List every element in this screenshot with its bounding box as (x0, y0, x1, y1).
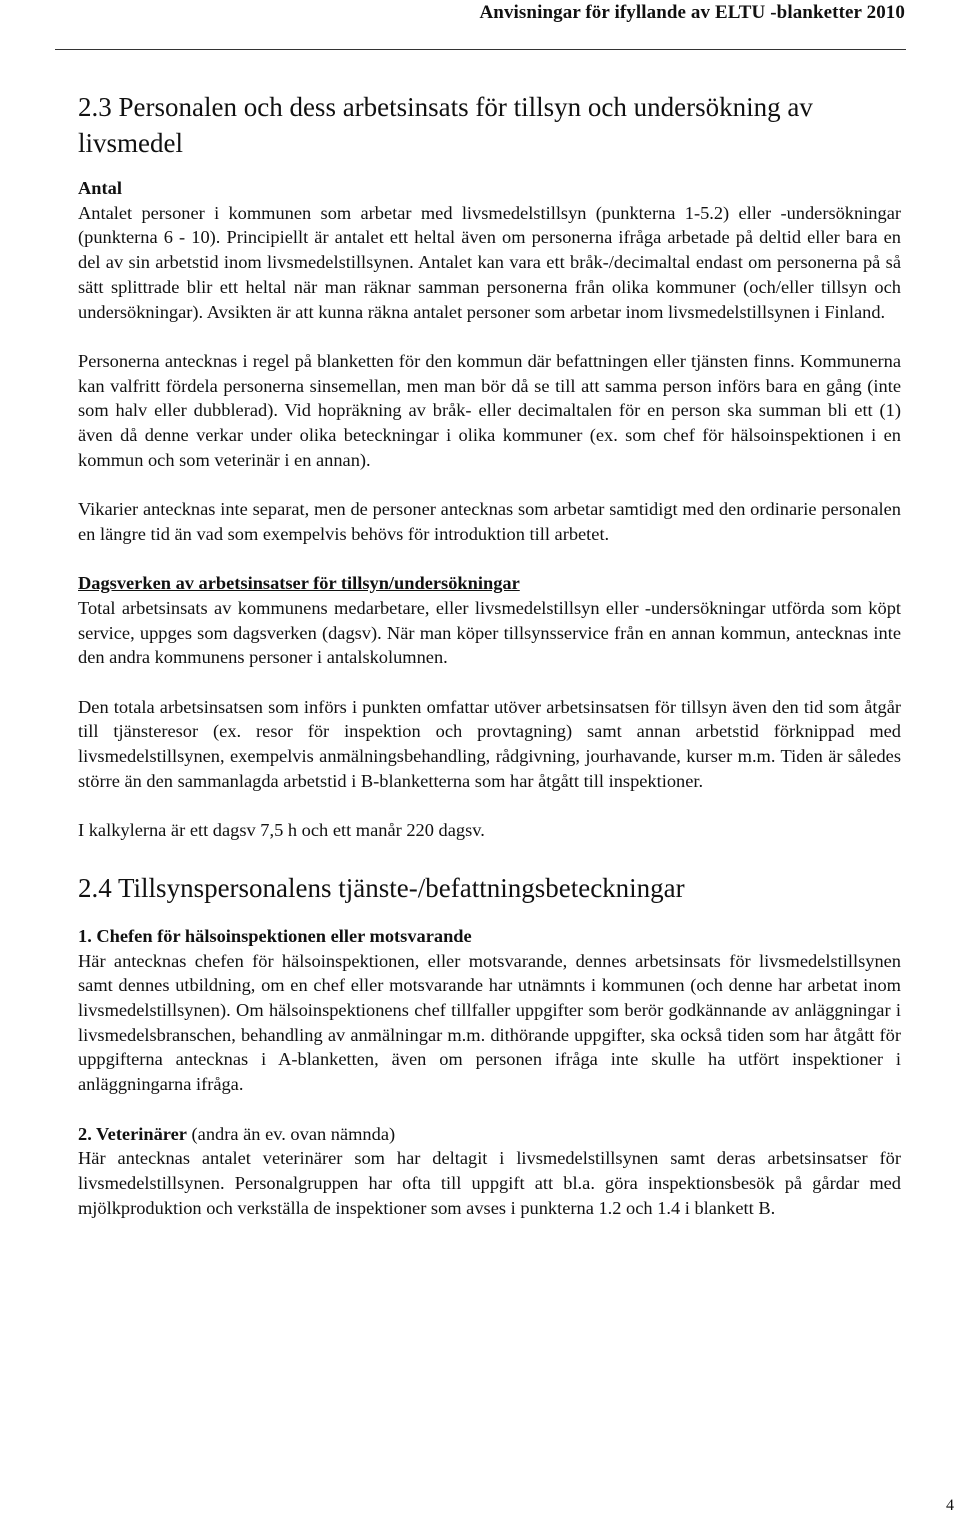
item-2-heading-line (78, 1122, 901, 1147)
antal-paragraph-1 (78, 176, 901, 324)
antal-label: Antal (78, 178, 122, 198)
antal-text-1: Antalet personer i kommunen som arbetar med livsmedelstillsyn (punkterna 1-5.2) eller -undersökningar (punkterna 6 - 10). Principiellt är antalet ett heltal även om personerna ifråga arbetade på deltid eller bara en del av sin arbetstid inom livsmedelstillsynen. Antalet kan vara ett bråk-/decimaltal endast om personerna på så sätt splittrade blir ett heltal när man räknar samman personerna från olika kommuner (och/eller tillsyn och undersökningar). Avsikten är att kunna räkna antalet personer som arbetar inom livsmedelstillsynen i Finland. (78, 202, 901, 322)
document-body (78, 89, 901, 1220)
item-2-qualifier: (andra än ev. ovan nämnda) (186, 1123, 396, 1144)
page-number: 4 (946, 1497, 954, 1514)
antal-paragraph-2: Personerna antecknas i regel på blanketten för den kommun där befattningen eller tjänsten finns. Kommunerna kan valfritt fördela personerna sinsemellan, men man bör då se till att samma person införs bara en gång (inte som halv eller dubblerad). Vid hopräkning av bråk- eller decimaltalen för en person ska summan bli ett (1) även då denne verkar under olika beteckningar i olika kommuner (ex. som chef för hälsoinspektionen i en kommun och som veterinär i en annan). (78, 350, 901, 470)
dagsverken-paragraph-3: I kalkylerna är ett dagsv 7,5 h och ett manår 220 dagsv. (78, 820, 485, 841)
item-2-text: Här antecknas antalet veterinärer som har deltagit i livsmedelstillsynen samt deras arbetsinsatser för livsmedelstillsynen. Personalgruppen har ofta till uppgift att bl.a. göra inspektionsbesök på gårdar med mjölkproduktion och verkställa de inspektioner som avses i punkterna 1.2 och 1.4 i blankett B. (78, 1148, 901, 1218)
antal-paragraph-3: Vikarier antecknas inte separat, men de personer antecknas som arbetar samtidigt med den ordinarie personalen en längre tid än vad som exempelvis behövs för introduktion till arbetet. (78, 499, 901, 544)
dagsverken-paragraph-1 (78, 571, 901, 670)
section-2-3-heading: 2.3 Personalen och dess arbetsinsats för tillsyn och undersökning av livsmedel (78, 92, 813, 158)
header-divider (55, 49, 906, 50)
dagsverken-text-1: Total arbetsinsats av kommunens medarbetare, eller livsmedelstillsyn eller -undersökningar utförda som köpt service, uppges som dagsverken (dagsv). När man köper tillsynsservice från en annan kommun, antecknas inte den andra kommunens personer i antalskolumnen. (78, 597, 901, 668)
section-2-4-heading: 2.4 Tillsynspersonalens tjänste-/befattningsbeteckningar (78, 872, 685, 903)
item-2-label: 2. Veterinärer (78, 1123, 187, 1144)
item-1-label: 1. Chefen för hälsoinspektionen eller motsvarande (78, 925, 472, 946)
running-header: Anvisningar för ifyllande av ELTU -blanketter 2010 (479, 2, 905, 23)
item-1-text: Här antecknas chefen för hälsoinspektionen, eller motsvarande, dennes arbetsinsats för livsmedelstillsynen samt dennes utbildning, om en chef eller motsvarande har utnämnts i kommunen (och denne har arbetat inom livsmedelstillsynen). Om hälsoinspektionens chef tillfaller uppgifter som berör godkännande av anläggningar i livsmedelsbranschen, behandling av anmälningar m.m. dithörande uppgifter, ska också tiden som har åtgått för uppgifterna antecknas i A-blanketten, även om personen ifråga inte skulle ha utfört inspektioner i anläggningarna ifråga. (78, 950, 901, 1095)
item-1-paragraph (78, 924, 901, 1097)
dagsverken-label: Dagsverken av arbetsinsatser för tillsyn/undersökningar (78, 573, 520, 594)
item-2-paragraph (78, 1122, 901, 1221)
dagsverken-paragraph-2: Den totala arbetsinsatsen som införs i punkten omfattar utöver arbetsinsatsen för tillsyn även den tid som åtgår till tjänsteresor (ex. resor för inspektion och provtagning) samt annan arbetstid förknippad med livsmedelstillsynen, exempelvis anmälningsbehandling, rådgivning, jourhavande, kurser m.m. Tiden är således större än den sammanlagda arbetstid i B-blanketterna som har åtgått till inspektioner. (78, 696, 901, 791)
